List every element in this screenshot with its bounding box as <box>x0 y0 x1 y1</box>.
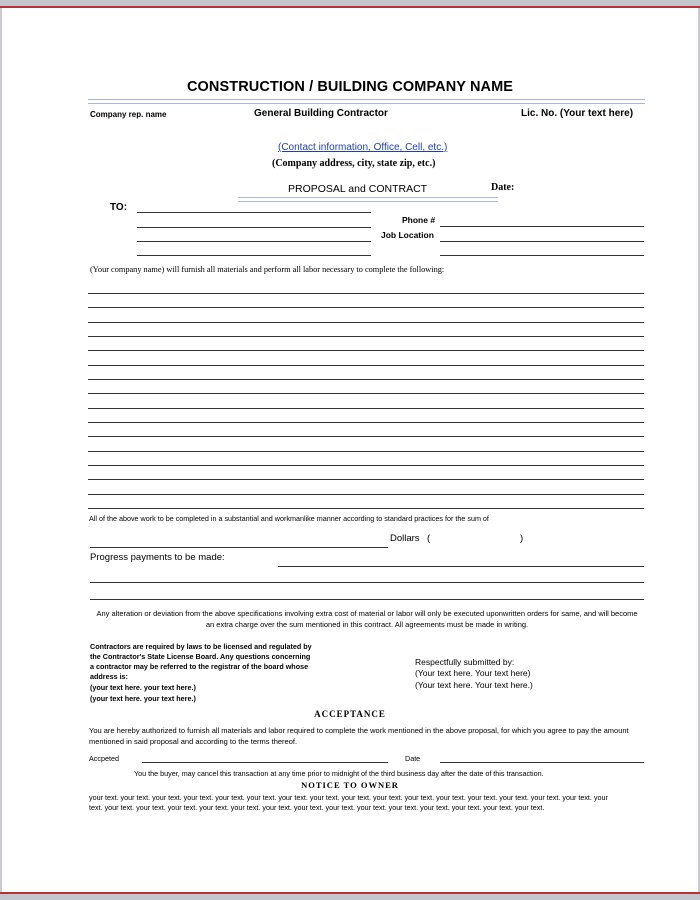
progress-line-2[interactable] <box>90 582 644 583</box>
submitted-by-line-2: (Your text here. Your text here.) <box>415 680 533 690</box>
job-location-label: Job Location <box>381 230 434 240</box>
to-line-3[interactable] <box>137 241 371 242</box>
header-divider <box>88 99 645 104</box>
proposal-contract-title: PROPOSAL and CONTRACT <box>288 183 428 195</box>
accept-date-label: Date <box>405 754 421 763</box>
paren-close: ) <box>520 533 524 544</box>
paren-open: ( <box>427 533 431 544</box>
license-number: Lic. No. (Your text here) <box>521 108 634 119</box>
scope-intro: (Your company name) will furnish all materials and perform all labor necessary to complete the following: <box>90 265 445 274</box>
sum-amount-line[interactable] <box>90 547 388 548</box>
company-rep-label: Company rep. name <box>90 110 167 119</box>
accepted-label: Accpeted <box>89 754 119 763</box>
scope-line-16[interactable] <box>88 508 644 509</box>
scope-line-6[interactable] <box>88 365 644 366</box>
scope-line-4[interactable] <box>88 336 644 337</box>
phone-line[interactable] <box>440 226 644 227</box>
job-location-line-1[interactable] <box>440 241 644 242</box>
company-address: (Company address, city, state zip, etc.) <box>272 158 436 169</box>
scope-line-5[interactable] <box>88 350 644 351</box>
acceptance-heading: ACCEPTANCE <box>314 709 386 719</box>
company-name-title: CONSTRUCTION / BUILDING COMPANY NAME <box>186 79 514 95</box>
submitted-by-label: Respectfully submitted by: <box>415 657 515 667</box>
sum-text: All of the above work to be completed in a substantial and workmanlike manner according to standard practices for the sum of <box>89 514 489 523</box>
scope-line-15[interactable] <box>88 494 644 495</box>
job-location-line-2[interactable] <box>440 255 644 256</box>
license-notice-line-4: address is: <box>90 672 128 681</box>
license-notice-line-6: (your text here. your text here.) <box>90 694 196 703</box>
notice-text-line-1: your text. your text. your text. your text. your text. your text. your text. your text. your text. your text. your text. your text. your text. your text. your text. your text. your <box>89 793 608 802</box>
progress-payments-label: Progress payments to be made: <box>90 552 225 563</box>
license-notice-line-3: a contractor may be referred to the registrar of the board whose <box>90 662 309 671</box>
license-notice-line-2: the Contractor's State License Board. Any questions concerning <box>90 652 311 661</box>
scope-line-2[interactable] <box>88 307 644 308</box>
scope-line-10[interactable] <box>88 422 644 423</box>
alteration-text: Any alteration or deviation from the above specifications involving extra cost of material or labor will only be executed uponwritten orders for same, and will become an extra charge over the sum mentioned in this contract. All agreements must be made in writing. <box>96 609 638 629</box>
page-frame-bottom <box>0 892 700 900</box>
acceptance-text: You are hereby authorized to furnish all materials and labor required to complete the work mentioned in the above proposal, for which you agree to pay the amount mentioned in said proposal and according to the terms thereof. <box>89 726 629 746</box>
scope-line-3[interactable] <box>88 322 644 323</box>
phone-label: Phone # <box>402 215 436 225</box>
scope-line-1[interactable] <box>88 293 644 294</box>
license-notice-line-5: (your text here. your text here.) <box>90 683 196 692</box>
proposal-divider <box>238 197 498 202</box>
notice-text-line-2: text. your text. your text. your text. your text. your text. your text. your text. your text. your text. your text. your text. your text. your text. your text. <box>89 803 545 812</box>
scope-line-13[interactable] <box>88 465 644 466</box>
submitted-by-line-1: (Your text here. Your text here) <box>415 668 531 678</box>
cancel-text: You the buyer, may cancel this transaction at any time prior to midnight of the third business day after the date of this transaction. <box>134 769 544 778</box>
scope-line-8[interactable] <box>88 393 644 394</box>
progress-line-3[interactable] <box>90 599 644 600</box>
page-frame-top <box>0 0 700 8</box>
to-label: TO: <box>110 202 128 213</box>
license-notice-line-1: Contractors are required by laws to be licensed and regulated by <box>90 642 312 651</box>
progress-line-1[interactable] <box>278 566 644 567</box>
to-line-4[interactable] <box>137 255 371 256</box>
to-line-1[interactable] <box>137 212 371 213</box>
accepted-signature-line[interactable] <box>142 762 388 763</box>
contact-info-link[interactable]: (Contact information, Office, Cell, etc.) <box>278 142 448 153</box>
date-label: Date: <box>491 182 515 193</box>
scope-line-9[interactable] <box>88 408 644 409</box>
scope-line-11[interactable] <box>88 436 644 437</box>
scope-line-7[interactable] <box>88 379 644 380</box>
accept-date-line[interactable] <box>440 762 644 763</box>
scope-line-14[interactable] <box>88 479 644 480</box>
notice-heading: NOTICE TO OWNER <box>301 780 399 790</box>
contractor-type: General Building Contractor <box>254 108 388 119</box>
to-line-2[interactable] <box>137 227 371 228</box>
scope-line-12[interactable] <box>88 451 644 452</box>
dollars-label: Dollars <box>390 533 420 544</box>
